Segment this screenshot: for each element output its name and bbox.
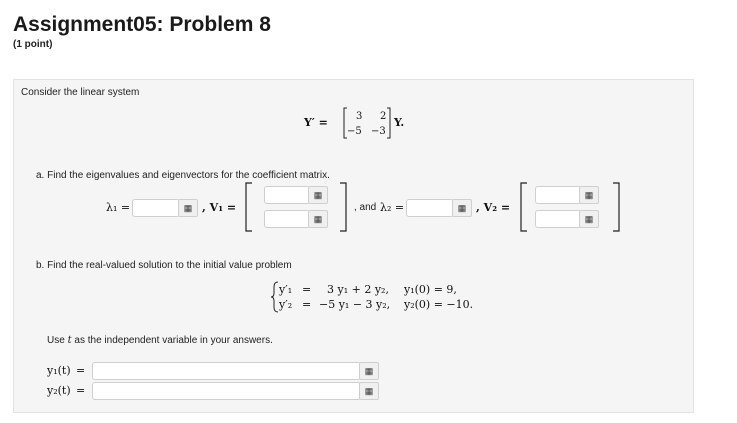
ivp-eq2-equals: =: [302, 298, 312, 311]
v1-right-bracket: [338, 182, 348, 232]
ivp-eq2-rhs: −5 y₁ − 3 y₂,: [319, 298, 391, 311]
part-a-text: a. Find the eigenvalues and eigenvectors for the coefficient matrix.: [36, 170, 330, 181]
ivp-eq1-lhs: y′₁: [279, 283, 293, 296]
y2-label: y₂(t): [47, 384, 71, 397]
system-rhs: Y.: [394, 116, 405, 129]
v1-top-equation-tool-icon[interactable]: ▦: [308, 186, 328, 204]
v2-left-bracket: [519, 182, 529, 232]
intro-text: Consider the linear system: [21, 87, 140, 98]
lambda1-input[interactable]: [132, 199, 180, 217]
note-pre: Use: [47, 335, 65, 346]
v2-bottom-input[interactable]: [535, 210, 581, 228]
ivp-eq2-lhs: y′₂: [279, 298, 293, 311]
independent-variable-note: [47, 335, 273, 346]
lambda2-equation-tool-icon[interactable]: ▦: [452, 199, 472, 217]
page-title: Assignment05: Problem 8: [13, 13, 271, 36]
ivp-eq1-rhs: 3 y₁ + 2 y₂,: [327, 283, 389, 296]
y1-label: y₁(t): [47, 364, 71, 377]
and-text: , and: [354, 202, 377, 213]
lambda2-input[interactable]: [406, 199, 454, 217]
system-lhs: Y′ =: [304, 116, 328, 129]
problem-panel: [13, 79, 694, 413]
matrix-entry-21: −5: [347, 126, 362, 137]
lambda2-label: λ₂ =: [380, 201, 405, 214]
v2-top-equation-tool-icon[interactable]: ▦: [579, 186, 599, 204]
part-b-text: b. Find the real-valued solution to the initial value problem: [36, 260, 292, 271]
v1-left-bracket: [244, 182, 254, 232]
ivp-eq1-equals: =: [302, 283, 312, 296]
y2-input[interactable]: [92, 382, 361, 400]
v2-top-input[interactable]: [535, 186, 581, 204]
lambda1-equation-tool-icon[interactable]: ▦: [178, 199, 198, 217]
y1-equation-tool-icon[interactable]: ▦: [359, 362, 379, 380]
matrix-entry-12: 2: [380, 111, 387, 122]
v1-bottom-equation-tool-icon[interactable]: ▦: [308, 210, 328, 228]
ivp-eq2-initial-condition: y₂(0) = −10.: [404, 298, 474, 311]
y1-input[interactable]: [92, 362, 361, 380]
v2-bottom-equation-tool-icon[interactable]: ▦: [579, 210, 599, 228]
y2-equals: =: [76, 384, 86, 397]
matrix-entry-22: −3: [371, 126, 386, 137]
v2-right-bracket: [611, 182, 621, 232]
ivp-eq1-initial-condition: y₁(0) = 9,: [404, 283, 457, 296]
lambda1-label: λ₁ =: [106, 201, 131, 214]
note-post: as the independent variable in your answers.: [74, 335, 273, 346]
coefficient-matrix: [342, 107, 392, 139]
v1-bottom-input[interactable]: [264, 210, 310, 228]
v2-label: , V₂ =: [476, 201, 511, 214]
y2-equation-tool-icon[interactable]: ▦: [359, 382, 379, 400]
note-variable: t: [67, 335, 72, 346]
v1-top-input[interactable]: [264, 186, 310, 204]
y1-equals: =: [76, 364, 86, 377]
v1-label: , V₁ =: [202, 201, 237, 214]
matrix-entry-11: 3: [356, 111, 363, 122]
points-label: (1 point): [13, 39, 53, 50]
